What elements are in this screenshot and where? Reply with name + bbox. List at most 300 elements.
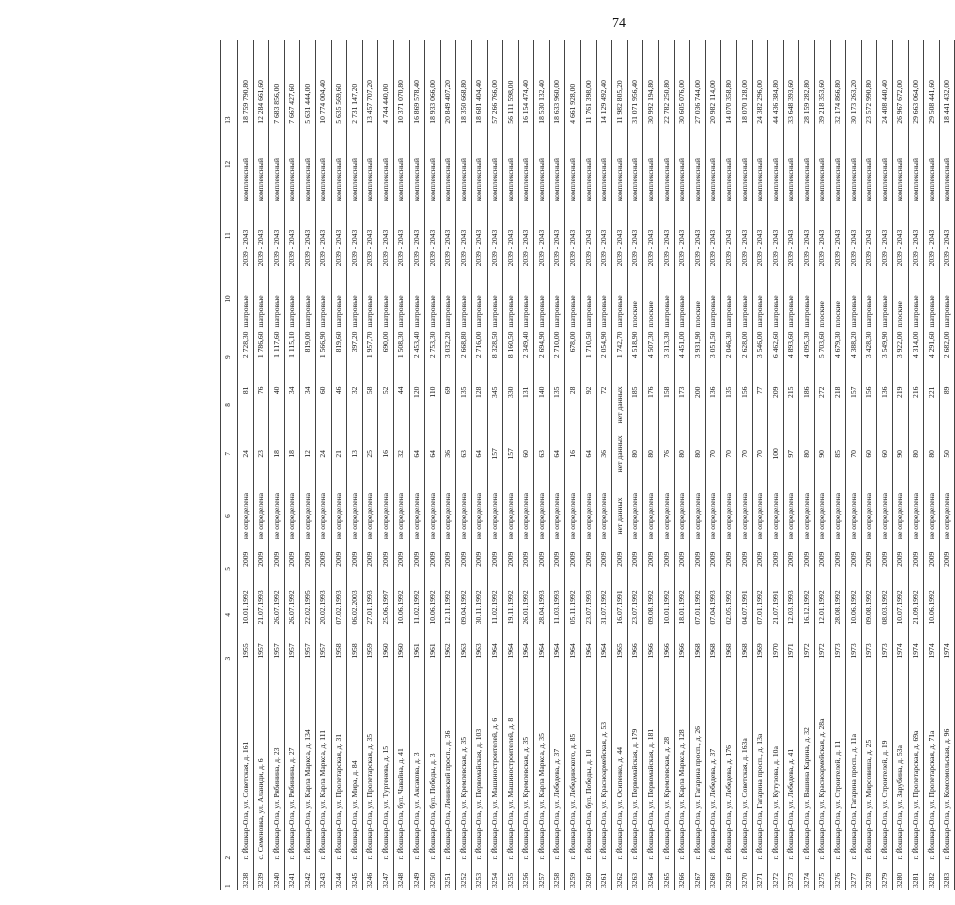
table-cell: 690,00: [378, 330, 394, 385]
table-cell: 136: [705, 385, 721, 426]
table-cell: 60: [518, 425, 534, 482]
table-cell: комплексный: [690, 126, 706, 203]
table-cell: г. Йошкар-Ола, Ленинский просп., д. 36: [440, 676, 456, 861]
table-cell: 21.07.1993: [253, 588, 269, 641]
table-cell: 3271: [752, 861, 768, 890]
table-cell: комплексный: [549, 126, 565, 203]
table-cell: 46: [331, 385, 347, 426]
table-cell: г. Йошкар-Ола, бул. Чавайна, д. 41: [393, 676, 409, 861]
table-cell: г. Йошкар-Ола, ул. Карла Маркса, д. 35: [534, 676, 550, 861]
table-cell: 11.02.1992: [409, 588, 425, 641]
table-cell: 135: [549, 385, 565, 426]
table-cell: комплексный: [721, 126, 737, 203]
table-cell: 1964: [549, 641, 565, 676]
table-cell: 1973: [846, 641, 862, 676]
table-cell: комплексный: [409, 126, 425, 203]
table-cell: 11.02.1992: [487, 588, 503, 641]
table-cell: 64: [425, 425, 441, 482]
table-cell: 2009: [752, 550, 768, 589]
table-cell: 7 667 427,60: [284, 40, 300, 126]
table-cell: 397,20: [347, 330, 363, 385]
table-cell: 2009: [393, 550, 409, 589]
table-cell: 1 117,60: [269, 330, 285, 385]
table-cell: 2039 - 2043: [814, 203, 830, 268]
table-cell: 128: [471, 385, 487, 426]
table-cell: г. Йошкар-Ола, ул. Лебедева, д. 176: [721, 676, 737, 861]
table-cell: 34: [300, 385, 316, 426]
table-cell: 02.05.1992: [721, 588, 737, 641]
table-cell: 1966: [627, 641, 643, 676]
table-cell: 3273: [783, 861, 799, 890]
table-row: [456, 40, 472, 890]
table-cell: г. Йошкар-Ола, ул. Аксакова, д. 3: [409, 676, 425, 861]
column-header-12: 12: [221, 126, 238, 203]
table-cell: г. Йошкар-Ола, ул. Строителей, д. 19: [877, 676, 893, 861]
table-cell: 16 869 578,40: [409, 40, 425, 126]
table-cell: г. Йошкар-Ола, ул. Машиностроителей, д. 6: [487, 676, 503, 861]
table-cell: 5 635 569,60: [331, 40, 347, 126]
table-cell: не определена: [877, 482, 893, 549]
table-cell: 16: [565, 425, 581, 482]
table-cell: 2039 - 2043: [659, 203, 675, 268]
table-cell: 26 967 672,00: [892, 40, 908, 126]
table-cell: 10 371 070,80: [393, 40, 409, 126]
table-cell: 135: [721, 385, 737, 426]
table-cell: 3261: [596, 861, 612, 890]
table-cell: комплексный: [471, 126, 487, 203]
table-cell: 1962: [440, 641, 456, 676]
table-cell: 2009: [737, 550, 753, 589]
table-cell: г. Йошкар-Ола, ул. Строителей, д. 11: [830, 676, 846, 861]
table-cell: 4 518,90: [627, 330, 643, 385]
table-cell: комплексный: [331, 126, 347, 203]
table-cell: 1960: [378, 641, 394, 676]
table-cell: 1964: [534, 641, 550, 676]
table-cell: 12 284 661,60: [253, 40, 269, 126]
table-cell: 56 111 598,00: [503, 40, 519, 126]
table-cell: 21.09.1992: [908, 588, 924, 641]
table-cell: 2039 - 2043: [612, 203, 628, 268]
table-cell: шатровые: [939, 268, 955, 329]
table-cell: не определена: [674, 482, 690, 549]
table-cell: 24: [315, 425, 331, 482]
table-cell: 2039 - 2043: [674, 203, 690, 268]
table-cell: г. Йошкар-Ола, ул. Советская, д. 163а: [737, 676, 753, 861]
table-cell: г. Йошкар-Ола, ул. Карла Маркса, д. 128: [674, 676, 690, 861]
table-cell: 60: [861, 425, 877, 482]
table-cell: 157: [487, 425, 503, 482]
table-cell: 3270: [737, 861, 753, 890]
table-cell: комплексный: [908, 126, 924, 203]
table-row: [690, 40, 706, 890]
table-cell: 2009: [269, 550, 285, 589]
table-cell: плоские: [814, 268, 830, 329]
table-cell: 2039 - 2043: [690, 203, 706, 268]
table-cell: 6 462,60: [768, 330, 784, 385]
table-cell: 2009: [440, 550, 456, 589]
table-cell: 29 663 064,00: [908, 40, 924, 126]
table-cell: комплексный: [581, 126, 597, 203]
table-cell: 3242: [300, 861, 316, 890]
table-cell: 1974: [908, 641, 924, 676]
table-cell: 2039 - 2043: [596, 203, 612, 268]
table-cell: 2009: [705, 550, 721, 589]
table-cell: 58: [362, 385, 378, 426]
table-cell: 157: [503, 425, 519, 482]
table-cell: шатровые: [503, 268, 519, 329]
table-cell: 89: [939, 385, 955, 426]
table-cell: 1 786,60: [253, 330, 269, 385]
housing-register-table: [220, 40, 955, 890]
table-cell: г. Йошкар-Ола, ул. Тургенева, д. 15: [378, 676, 394, 861]
table-cell: 8 160,50: [503, 330, 519, 385]
table-cell: шатровые: [471, 268, 487, 329]
table-cell: 2039 - 2043: [518, 203, 534, 268]
table-cell: 1972: [799, 641, 815, 676]
table-cell: г. Йошкар-Ола, ул. Красноармейская, д. 28а: [814, 676, 830, 861]
table-cell: не определена: [908, 482, 924, 549]
table-cell: шатровые: [924, 268, 940, 329]
table-cell: 26.07.1992: [269, 588, 285, 641]
table-cell: г. Йошкар-Ола, ул. Первомайская, д. 103: [471, 676, 487, 861]
table-cell: 1966: [674, 641, 690, 676]
table-cell: не определена: [643, 482, 659, 549]
table-cell: 2 453,40: [409, 330, 425, 385]
table-cell: комплексный: [378, 126, 394, 203]
table-cell: 27.01.1993: [362, 588, 378, 641]
table-cell: г. Йошкар-Ола, ул. Первомайская, д. 179: [627, 676, 643, 861]
table-cell: не определена: [347, 482, 363, 549]
table-row: [877, 40, 893, 890]
table-cell: 2039 - 2043: [846, 203, 862, 268]
table-cell: 81: [238, 385, 254, 426]
table-row: [659, 40, 675, 890]
table-cell: 80: [799, 425, 815, 482]
table-row: [627, 40, 643, 890]
column-header-10: 10: [221, 268, 238, 329]
table-cell: 2009: [315, 550, 331, 589]
table-row: [284, 40, 300, 890]
table-row: [565, 40, 581, 890]
table-cell: 1969: [752, 641, 768, 676]
table-cell: 25: [362, 425, 378, 482]
table-cell: 09.08.1992: [861, 588, 877, 641]
table-cell: 1959: [362, 641, 378, 676]
table-cell: комплексный: [315, 126, 331, 203]
table-cell: 330: [503, 385, 519, 426]
table-cell: комплексный: [768, 126, 784, 203]
table-row: [721, 40, 737, 890]
table-cell: 36: [596, 425, 612, 482]
table-cell: г. Йошкар-Ола, бул. Победы, д. 3: [425, 676, 441, 861]
table-cell: комплексный: [814, 126, 830, 203]
table-row: [783, 40, 799, 890]
table-cell: 2039 - 2043: [627, 203, 643, 268]
table-cell: 215: [783, 385, 799, 426]
table-cell: 10.07.1992: [892, 588, 908, 641]
table-cell: не определена: [627, 482, 643, 549]
table-cell: шатровые: [861, 268, 877, 329]
table-cell: 3249: [409, 861, 425, 890]
table-cell: шатровые: [846, 268, 862, 329]
table-row: [705, 40, 721, 890]
table-cell: шатровые: [378, 268, 394, 329]
table-cell: 3255: [503, 861, 519, 890]
table-cell: 2 710,00: [549, 330, 565, 385]
table-cell: 2009: [908, 550, 924, 589]
table-cell: 131: [518, 385, 534, 426]
table-row: [393, 40, 409, 890]
table-cell: комплексный: [892, 126, 908, 203]
table-cell: 158: [659, 385, 675, 426]
table-cell: 31 071 956,40: [627, 40, 643, 126]
table-cell: 3243: [315, 861, 331, 890]
table-cell: комплексный: [861, 126, 877, 203]
table-cell: 63: [456, 425, 472, 482]
table-cell: 2039 - 2043: [456, 203, 472, 268]
table-cell: 18: [284, 425, 300, 482]
table-cell: 63: [534, 425, 550, 482]
table-cell: 1 566,90: [315, 330, 331, 385]
table-cell: комплексный: [674, 126, 690, 203]
table-cell: 2009: [877, 550, 893, 589]
table-cell: 2039 - 2043: [269, 203, 285, 268]
table-row: [799, 40, 815, 890]
table-cell: 1964: [487, 641, 503, 676]
table-cell: 2009: [300, 550, 316, 589]
table-cell: 29 508 441,60: [924, 40, 940, 126]
table-cell: не определена: [362, 482, 378, 549]
table-cell: 23: [253, 425, 269, 482]
table-cell: 2009: [378, 550, 394, 589]
table-cell: 3 313,30: [659, 330, 675, 385]
table-cell: шатровые: [425, 268, 441, 329]
table-cell: комплексный: [487, 126, 503, 203]
table-cell: 77: [752, 385, 768, 426]
table-cell: комплексный: [939, 126, 955, 203]
table-cell: 1 115,10: [284, 330, 300, 385]
table-cell: 140: [534, 385, 550, 426]
table-row: [814, 40, 830, 890]
table-cell: не определена: [783, 482, 799, 549]
table-cell: 2039 - 2043: [409, 203, 425, 268]
table-cell: 2 694,90: [534, 330, 550, 385]
table-cell: не определена: [440, 482, 456, 549]
table-cell: 136: [877, 385, 893, 426]
table-cell: 3 931,90: [690, 330, 706, 385]
table-cell: 2039 - 2043: [331, 203, 347, 268]
table-cell: не определена: [393, 482, 409, 549]
table-cell: не определена: [503, 482, 519, 549]
table-cell: не определена: [549, 482, 565, 549]
table-cell: 19.11.1992: [503, 588, 519, 641]
table-cell: не определена: [924, 482, 940, 549]
table-cell: не определена: [300, 482, 316, 549]
table-header-row: [221, 40, 238, 890]
table-cell: 2009: [690, 550, 706, 589]
table-cell: 5 703,60: [814, 330, 830, 385]
table-cell: 70: [705, 425, 721, 482]
table-cell: 70: [752, 425, 768, 482]
table-cell: шатровые: [674, 268, 690, 329]
table-row: [518, 40, 534, 890]
table-cell: 18.01.1992: [674, 588, 690, 641]
table-row: [269, 40, 285, 890]
table-cell: 2009: [456, 550, 472, 589]
table-cell: 44: [393, 385, 409, 426]
table-cell: 28.08.1992: [830, 588, 846, 641]
table-cell: 8 328,50: [487, 330, 503, 385]
table-cell: 2009: [846, 550, 862, 589]
table-cell: 10.06.1992: [846, 588, 862, 641]
table-cell: г. Йошкар-Ола, бул. Победы, д. 10: [581, 676, 597, 861]
table-cell: 2009: [362, 550, 378, 589]
table-row: [737, 40, 753, 890]
table-cell: 2039 - 2043: [534, 203, 550, 268]
table-cell: 3256: [518, 861, 534, 890]
table-cell: 2039 - 2043: [892, 203, 908, 268]
table-cell: 3281: [908, 861, 924, 890]
table-cell: 4 679,30: [830, 330, 846, 385]
table-row: [924, 40, 940, 890]
table-cell: 26.07.1992: [284, 588, 300, 641]
table-cell: 1971: [783, 641, 799, 676]
table-cell: шатровые: [768, 268, 784, 329]
table-cell: не определена: [456, 482, 472, 549]
table-cell: 1964: [596, 641, 612, 676]
table-cell: 3247: [378, 861, 394, 890]
table-row: [939, 40, 955, 890]
table-cell: шатровые: [705, 268, 721, 329]
table-cell: 2009: [347, 550, 363, 589]
table-cell: комплексный: [877, 126, 893, 203]
table-cell: 2009: [565, 550, 581, 589]
table-cell: 21: [331, 425, 347, 482]
table-cell: 18 441 432,00: [939, 40, 955, 126]
table-cell: 2039 - 2043: [830, 203, 846, 268]
table-cell: 04.07.1991: [737, 588, 753, 641]
table-cell: 2039 - 2043: [378, 203, 394, 268]
table-cell: шатровые: [549, 268, 565, 329]
table-cell: не определена: [892, 482, 908, 549]
table-cell: 28.04.1993: [534, 588, 550, 641]
table-cell: 1968: [737, 641, 753, 676]
table-cell: г. Йошкар-Ола, ул. Лебедева, д. 41: [783, 676, 799, 861]
table-cell: шатровые: [799, 268, 815, 329]
table-cell: 4 744 440,00: [378, 40, 394, 126]
table-cell: 157: [846, 385, 862, 426]
table-cell: 3268: [705, 861, 721, 890]
table-cell: 1958: [347, 641, 363, 676]
table-cell: 1968: [690, 641, 706, 676]
table-cell: 18 633 960,00: [549, 40, 565, 126]
table-row: [440, 40, 456, 890]
table-row: [674, 40, 690, 890]
table-cell: 2039 - 2043: [752, 203, 768, 268]
table-cell: 57 266 766,00: [487, 40, 503, 126]
table-cell: г. Йошкар-Ола, ул. Лебедева, д. 37: [549, 676, 565, 861]
table-cell: г. Йошкар-Ола, ул. Пролетарская, д. 69а: [908, 676, 924, 861]
table-row: [596, 40, 612, 890]
table-row: [409, 40, 425, 890]
table-cell: 24 408 440,40: [877, 40, 893, 126]
table-cell: 32 174 866,80: [830, 40, 846, 126]
table-cell: 32: [393, 425, 409, 482]
table-cell: не определена: [471, 482, 487, 549]
table-cell: шатровые: [253, 268, 269, 329]
table-cell: не определена: [737, 482, 753, 549]
table-cell: 2039 - 2043: [253, 203, 269, 268]
table-cell: 3 549,90: [877, 330, 893, 385]
table-cell: комплексный: [643, 126, 659, 203]
table-cell: 85: [830, 425, 846, 482]
table-cell: не определена: [284, 482, 300, 549]
table-cell: [939, 588, 955, 641]
table-cell: 2 731 147,20: [347, 40, 363, 126]
table-cell: 76: [659, 425, 675, 482]
table-cell: комплексный: [659, 126, 675, 203]
table-cell: 2039 - 2043: [471, 203, 487, 268]
table-cell: шатровые: [269, 268, 285, 329]
table-cell: 2009: [674, 550, 690, 589]
table-cell: г. Йошкар-Ола, ул. Рябинина, д. 23: [269, 676, 285, 861]
table-cell: шатровые: [612, 268, 628, 329]
table-cell: 80: [674, 425, 690, 482]
table-cell: 218: [830, 385, 846, 426]
table-cell: 18 350 668,80: [456, 40, 472, 126]
table-row: [253, 40, 269, 890]
table-cell: 2039 - 2043: [581, 203, 597, 268]
table-cell: 1957: [300, 641, 316, 676]
table-cell: 1957: [269, 641, 285, 676]
table-row: [861, 40, 877, 890]
column-header-3: 3: [221, 641, 238, 676]
table-cell: 1974: [924, 641, 940, 676]
table-cell: г. Йошкар-Ола, ул. Мира, д. 84: [347, 676, 363, 861]
table-cell: шатровые: [284, 268, 300, 329]
table-cell: 3254: [487, 861, 503, 890]
table-cell: 44 436 384,80: [768, 40, 784, 126]
table-cell: 200: [690, 385, 706, 426]
table-cell: комплексный: [456, 126, 472, 203]
table-row: [534, 40, 550, 890]
table-cell: шатровые: [518, 268, 534, 329]
table-cell: 2 716,00: [471, 330, 487, 385]
table-row: [362, 40, 378, 890]
table-cell: 3 922,00: [892, 330, 908, 385]
table-cell: 3259: [565, 861, 581, 890]
table-cell: 28 159 282,80: [799, 40, 815, 126]
table-cell: 1 742,70: [612, 330, 628, 385]
table-cell: не определена: [752, 482, 768, 549]
table-cell: не определена: [830, 482, 846, 549]
table-cell: 1970: [768, 641, 784, 676]
table-cell: 1973: [877, 641, 893, 676]
table-cell: плоские: [627, 268, 643, 329]
table-cell: 14 070 358,80: [721, 40, 737, 126]
table-cell: 3253: [471, 861, 487, 890]
table-cell: г. Йошкар-Ола, ул. Карла Маркса, д. 111: [315, 676, 331, 861]
table-cell: 20.02.1993: [315, 588, 331, 641]
table-cell: 1964: [518, 641, 534, 676]
table-cell: 16 154 474,40: [518, 40, 534, 126]
table-row: [238, 40, 254, 890]
table-cell: 20 982 114,00: [705, 40, 721, 126]
table-cell: 2009: [659, 550, 675, 589]
table-cell: 1964: [503, 641, 519, 676]
table-cell: комплексный: [440, 126, 456, 203]
table-cell: не определена: [799, 482, 815, 549]
